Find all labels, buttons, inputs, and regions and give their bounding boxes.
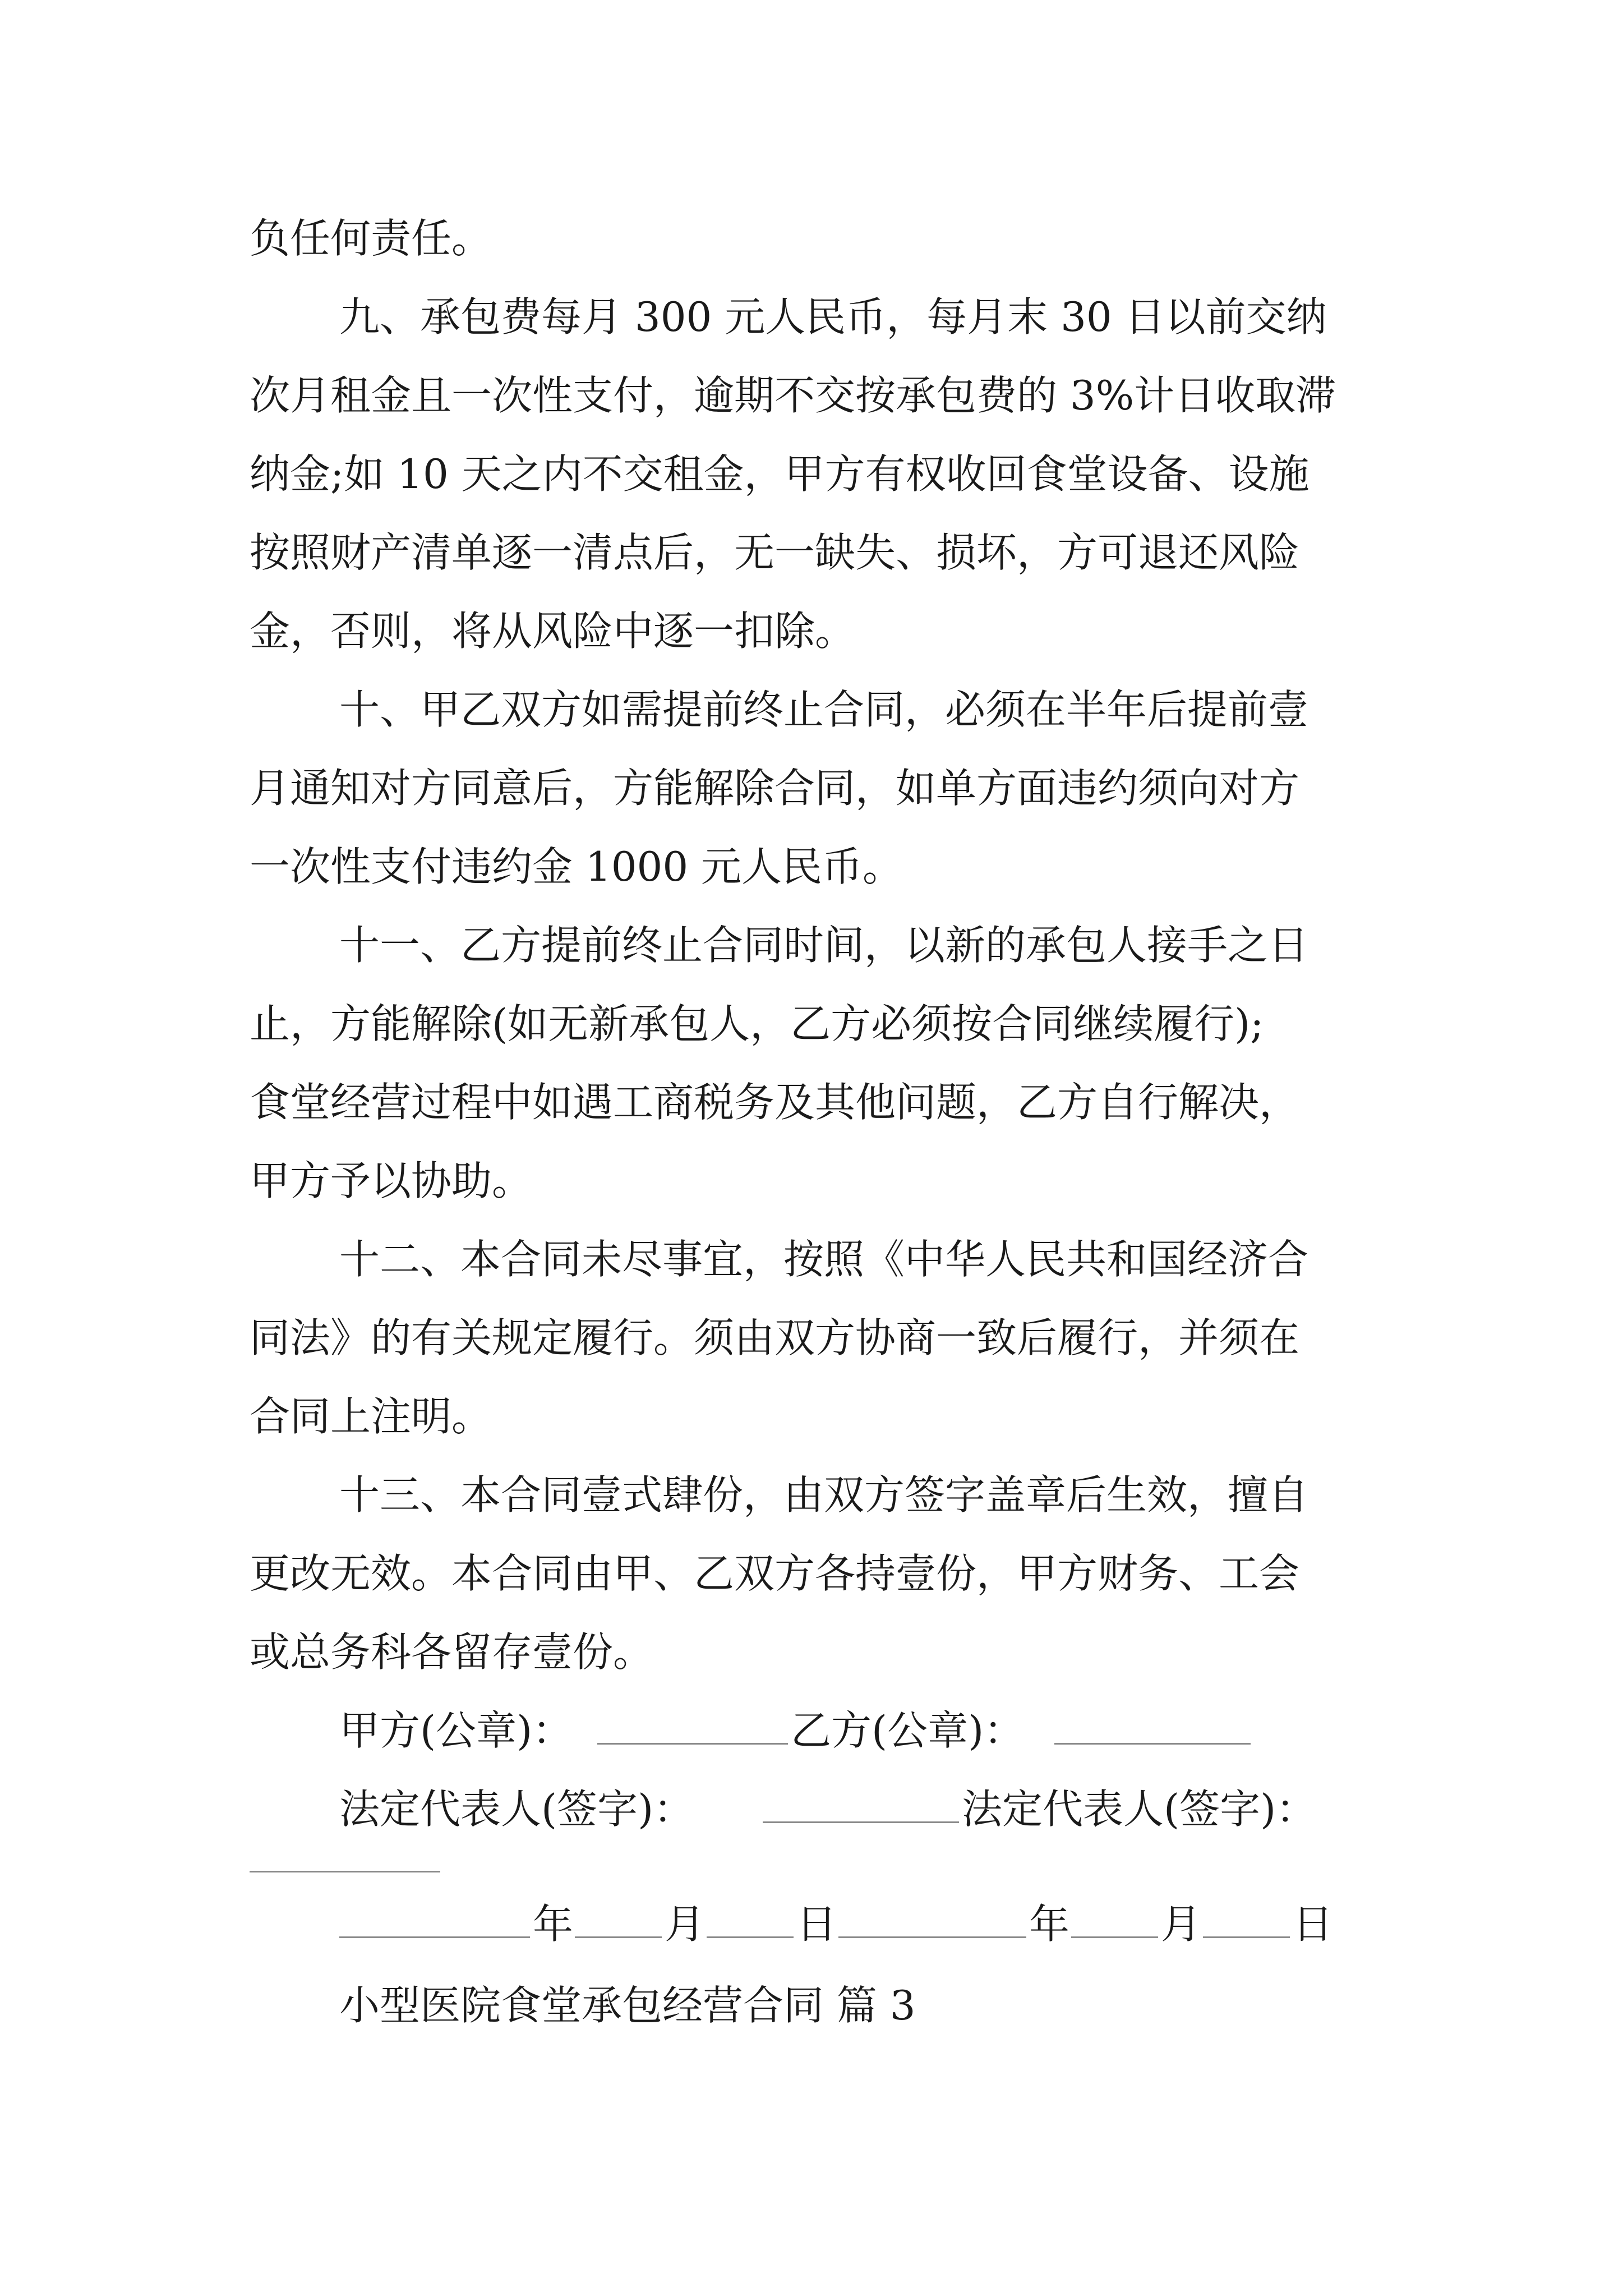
clause-10-text: 月通知对方同意后，方能解除合同，如单方面违约须向对方 <box>250 765 1300 812</box>
paragraph-line <box>0 208 1623 269</box>
clause-9-text: 金，否则，将从风险中逐一扣除。 <box>250 608 856 655</box>
legal-rep-line <box>0 1778 1623 1840</box>
clause-12-text: 同法》的有关规定履行。须由双方协商一致后履行，并须在 <box>250 1314 1300 1361</box>
date-blank <box>575 1893 662 1955</box>
party-a-seal-label: 甲方(公章)： <box>339 1707 573 1754</box>
clause-9-line <box>0 365 1623 426</box>
clause-13-line <box>0 1621 1623 1683</box>
clause-11-line <box>0 993 1623 1055</box>
clause-10-text: 一次性支付违约金 1000 元人民币。 <box>250 843 903 890</box>
legal-rep-a-blank <box>763 1778 959 1840</box>
section-title: 小型医院食堂承包经营合同 篇 3 <box>339 1982 916 2029</box>
month-label: 月 <box>1161 1901 1202 1948</box>
party-a-seal-blank <box>597 1700 788 1761</box>
clause-9-line <box>0 522 1623 583</box>
day-label: 日 <box>1293 1901 1334 1948</box>
day-label: 日 <box>796 1901 837 1948</box>
clause-11-line <box>0 1150 1623 1212</box>
clause-11-line <box>0 914 1623 976</box>
clause-12-text: 十二、本合同未尽事宜，按照《中华人民共和国经济合 <box>339 1236 1309 1283</box>
clause-12-line <box>0 1386 1623 1447</box>
clause-9-text: 按照财产清单逐一清点后，无一缺失、损坏，方可退还风险 <box>250 529 1300 576</box>
clause-10-line <box>0 836 1623 898</box>
year-label: 年 <box>533 1901 574 1948</box>
legal-rep-a-label: 法定代表人(签字)： <box>339 1786 694 1833</box>
clause-9-line <box>0 286 1623 348</box>
clause-13-text: 或总务科各留存壹份。 <box>250 1628 654 1676</box>
year-label: 年 <box>1029 1901 1070 1948</box>
date-blank <box>838 1893 1026 1955</box>
legal-rep-b-blank <box>250 1871 440 1872</box>
date-blank <box>1203 1893 1290 1955</box>
date-blank <box>339 1893 530 1955</box>
continuation-text: 负任何责任。 <box>250 215 492 262</box>
seal-line <box>0 1700 1623 1761</box>
clause-9-text: 纳金;如 10 天之内不交租金，甲方有权收回食堂设备、设施 <box>250 450 1310 498</box>
clause-9-line <box>0 443 1623 505</box>
clause-13-text: 十三、本合同壹式肆份，由双方签字盖章后生效，擅自 <box>339 1471 1309 1519</box>
clause-13-line <box>0 1464 1623 1526</box>
clause-10-text: 十、甲乙双方如需提前终止合同，必须在半年后提前壹 <box>339 686 1309 733</box>
clause-9-text: 次月租金且一次性支付，逾期不交按承包费的 3%计日收取滞 <box>250 372 1336 419</box>
clause-11-text: 止，方能解除(如无新承包人，乙方必须按合同继续履行); <box>250 1000 1264 1047</box>
clause-11-text: 食堂经营过程中如遇工商税务及其他问题，乙方自行解决， <box>250 1079 1300 1126</box>
clause-12-line <box>0 1307 1623 1369</box>
legal-rep-b-label: 法定代表人(签字)： <box>962 1786 1317 1833</box>
clause-11-text: 甲方予以协助。 <box>250 1157 533 1204</box>
section-title-line <box>0 1975 1623 2036</box>
party-b-seal-blank <box>1054 1700 1251 1761</box>
date-line <box>0 1893 1623 1955</box>
clause-12-text: 合同上注明。 <box>250 1393 492 1440</box>
month-label: 月 <box>665 1901 706 1948</box>
party-b-seal-label: 乙方(公章)： <box>791 1707 1025 1754</box>
clause-11-line <box>0 1071 1623 1133</box>
clause-9-line <box>0 600 1623 662</box>
date-blank <box>707 1893 794 1955</box>
clause-10-line <box>0 757 1623 819</box>
clause-10-line <box>0 679 1623 740</box>
clause-11-text: 十一、乙方提前终止合同时间，以新的承包人接手之日 <box>339 922 1309 969</box>
date-blank <box>1071 1893 1158 1955</box>
clause-9-text: 九、承包费每月 300 元人民币，每月末 30 日以前交纳 <box>339 293 1327 341</box>
clause-12-line <box>0 1228 1623 1290</box>
clause-13-text: 更改无效。本合同由甲、乙双方各持壹份，甲方财务、工会 <box>250 1550 1300 1597</box>
clause-13-line <box>0 1543 1623 1604</box>
